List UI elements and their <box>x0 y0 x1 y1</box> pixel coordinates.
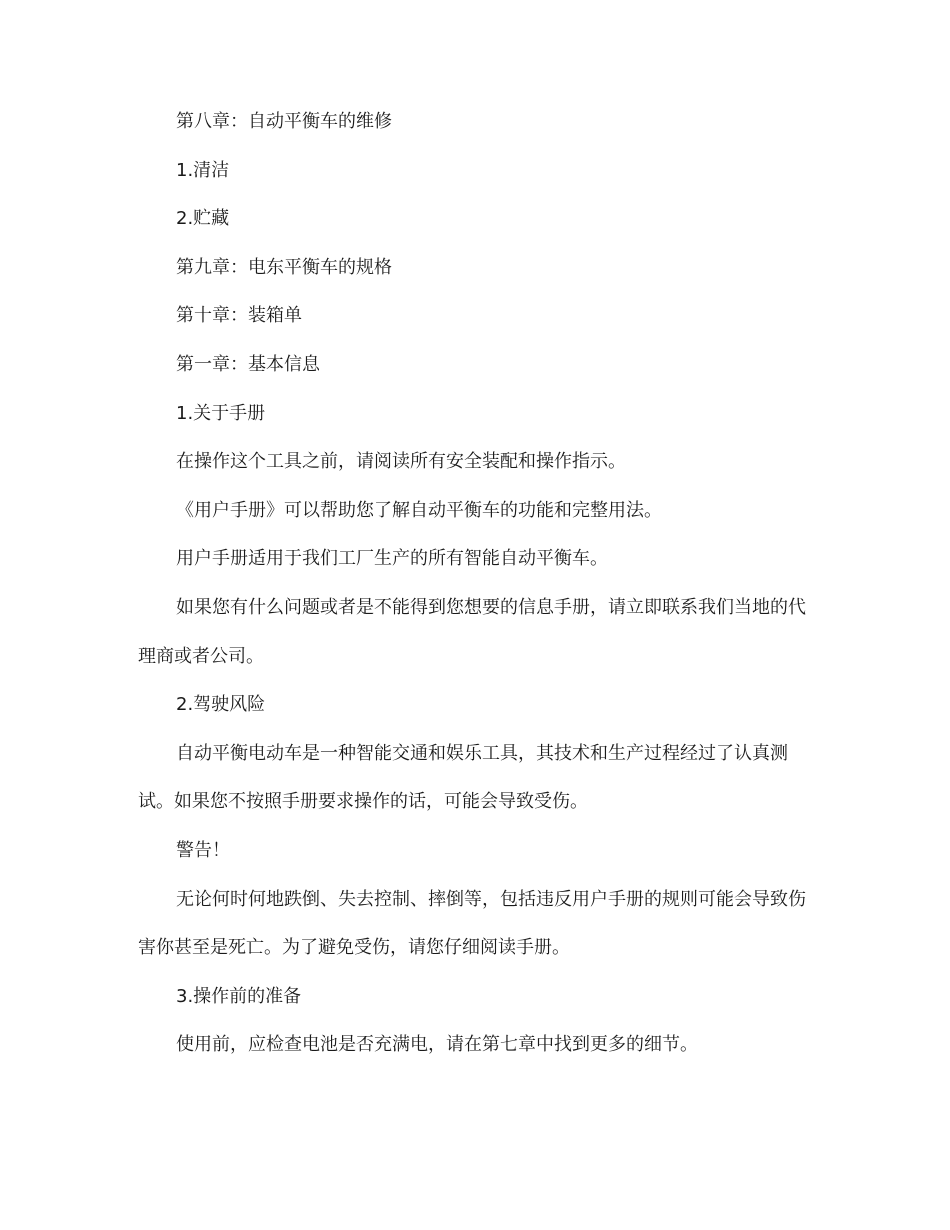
body-paragraph: 用户手册适用于我们工厂生产的所有智能自动平衡车。 <box>176 548 608 570</box>
chapter-1-heading: 第一章：基本信息 <box>176 353 320 375</box>
body-paragraph: 如果您有什么问题或者是不能得到您想要的信息手册，请立即联系我们当地的代理商或者公司。 <box>138 596 806 667</box>
body-paragraph: 无论何时何地跌倒、失去控制、摔倒等，包括违反用户手册的规则可能会导致伤害你甚至是死亡。为了避免受伤，请您仔细阅读手册。 <box>138 888 806 959</box>
body-paragraph: 《用户手册》可以帮助您了解自动平衡车的功能和完整用法。 <box>176 499 662 521</box>
body-paragraph: 在操作这个工具之前，请阅读所有安全装配和操作指示。 <box>176 451 626 473</box>
section-riding-risk-heading: 2.驾驶风险 <box>176 694 266 716</box>
section-cleaning-heading: 1.清洁 <box>176 159 230 181</box>
body-paragraph: 使用前，应检查电池是否充满电，请在第七章中找到更多的细节。 <box>176 1034 698 1056</box>
section-storage-heading: 2.贮藏 <box>176 208 230 230</box>
warning-label: 警告！ <box>176 839 230 861</box>
body-paragraph: 自动平衡电动车是一种智能交通和娱乐工具，其技术和生产过程经过了认真测试。如果您不按照手册要求操作的话，可能会导致受伤。 <box>138 742 788 813</box>
section-preparation-heading: 3.操作前的准备 <box>176 985 302 1007</box>
chapter-9-heading: 第九章：电东平衡车的规格 <box>176 256 392 278</box>
chapter-8-heading: 第八章：自动平衡车的维修 <box>176 111 392 132</box>
document-body <box>138 98 814 1070</box>
chapter-10-heading: 第十章：装箱单 <box>176 305 302 327</box>
section-about-manual-heading: 1.关于手册 <box>176 402 266 424</box>
